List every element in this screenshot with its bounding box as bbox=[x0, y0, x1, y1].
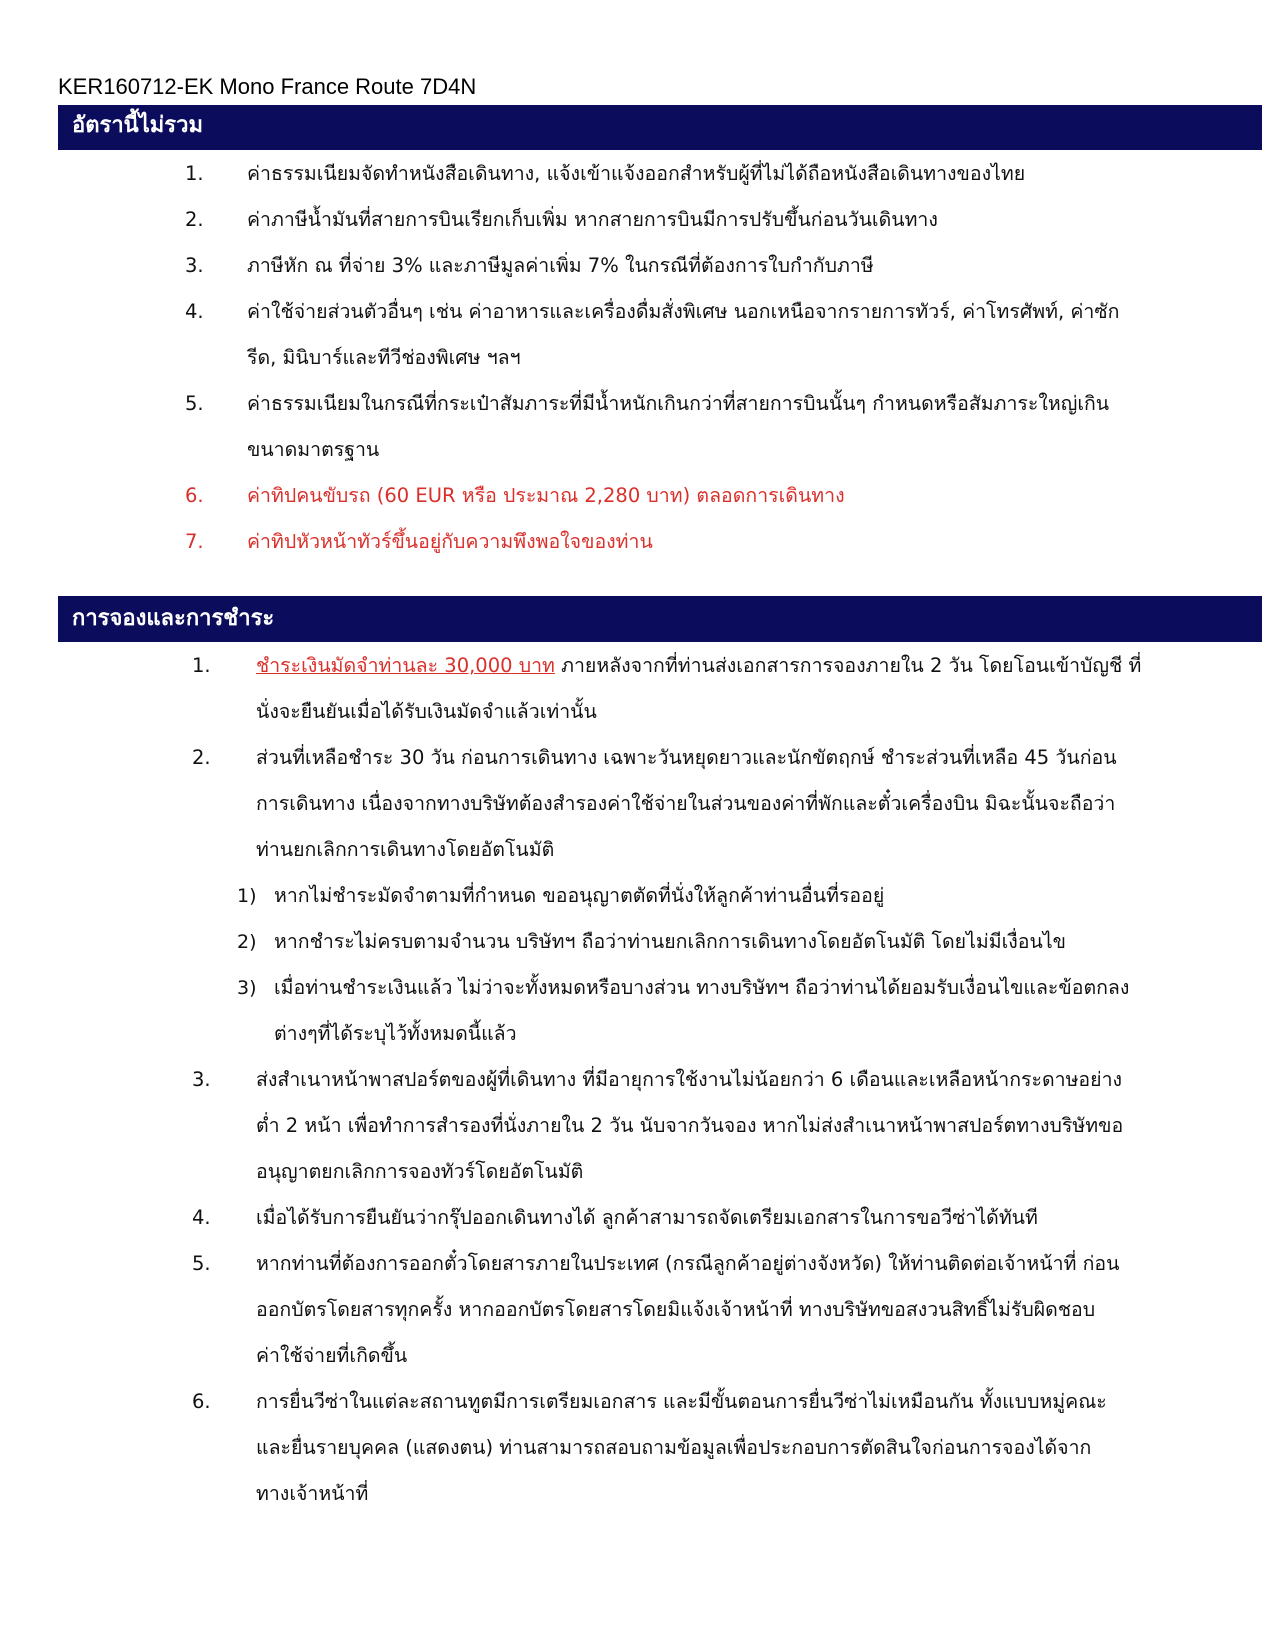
item-number: 4. bbox=[192, 1206, 211, 1229]
item-text: ส่วนที่เหลือชำระ 30 วัน ก่อนการเดินทาง เฉพาะวันหยุดยาวและนักขัตฤกษ์ ชำระส่วนที่เหลือ 45 วันก่อน bbox=[256, 746, 1117, 769]
item-text: ค่าใช้จ่ายที่เกิดขึ้น bbox=[256, 1344, 408, 1367]
item-number: 6. bbox=[185, 484, 204, 507]
item-number: 1. bbox=[192, 654, 211, 677]
sub-item-text: หากไม่ชำระมัดจำตามที่กำหนด ขออนุญาตตัดที่นั่งให้ลูกค้าท่านอื่นที่รออยู่ bbox=[274, 884, 885, 907]
item-text: ส่งสำเนาหน้าพาสปอร์ตของผู้ที่เดินทาง ที่มีอายุการใช้งานไม่น้อยกว่า 6 เดือนและเหลือหน้ากระดาษอย่าง bbox=[256, 1068, 1123, 1091]
item-text: ค่าทิปคนขับรถ (60 EUR หรือ ประมาณ 2,280 บาท) ตลอดการเดินทาง bbox=[247, 484, 845, 507]
item-text: ทางเจ้าหน้าที่ bbox=[256, 1482, 369, 1505]
item-text: การเดินทาง เนื่องจากทางบริษัทต้องสำรองค่าใช้จ่ายในส่วนของค่าที่พักและตั๋วเครื่องบิน มิฉะนั้นจะถือว่า bbox=[256, 792, 1116, 815]
sub-item-number: 2) bbox=[237, 931, 257, 953]
item-text: ค่าทิปหัวหน้าทัวร์ขึ้นอยู่กับความพึงพอใจของท่าน bbox=[247, 530, 653, 553]
item-number: 7. bbox=[185, 530, 204, 553]
item-text: การยื่นวีซ่าในแต่ละสถานทูตมีการเตรียมเอกสาร และมีขั้นตอนการยื่นวีซ่าไม่เหมือนกัน ทั้งแบบหมู่คณะ bbox=[256, 1390, 1107, 1413]
item-text bbox=[256, 643, 1141, 689]
sub-item-text: หากชำระไม่ครบตามจำนวน บริษัทฯ ถือว่าท่านยกเลิกการเดินทางโดยอัตโนมัติ โดยไม่มีเงื่อนไข bbox=[274, 930, 1066, 953]
item-number: 4. bbox=[185, 300, 204, 323]
item-text: ค่าใช้จ่ายส่วนตัวอื่นๆ เช่น ค่าอาหารและเครื่องดื่มสั่งพิเศษ นอกเหนือจากรายการทัวร์, ค่าโทรศัพท์, ค่าซัก bbox=[247, 300, 1120, 323]
item-text-rest: ภายหลังจากที่ท่านส่งเอกสารการจองภายใน 2 วัน โดยโอนเข้าบัญชี ที่ bbox=[554, 654, 1142, 677]
item-text: ค่าธรรมเนียมในกรณีที่กระเป๋าสัมภาระที่มีน้ำหนักเกินกว่าที่สายการบินนั้นๆ กำหนดหรือสัมภาระใหญ่เกิน bbox=[247, 392, 1110, 415]
sub-item-number: 1) bbox=[237, 885, 257, 907]
item-number: 5. bbox=[192, 1252, 211, 1275]
item-number: 2. bbox=[185, 208, 204, 231]
item-text: ขนาดมาตรฐาน bbox=[247, 438, 380, 461]
sub-item-text: เมื่อท่านชำระเงินแล้ว ไม่ว่าจะทั้งหมดหรือบางส่วน ทางบริษัทฯ ถือว่าท่านได้ยอมรับเงื่อนไขและข้อตกลง bbox=[274, 976, 1130, 999]
item-text: ต่ำ 2 หน้า เพื่อทำการสำรองที่นั่งภายใน 2 วัน นับจากวันจอง หากไม่ส่งสำเนาหน้าพาสปอร์ตทางบริษัทขอ bbox=[256, 1114, 1124, 1137]
sub-item-number: 3) bbox=[237, 977, 257, 999]
sub-item-text: ต่างๆที่ได้ระบุไว้ทั้งหมดนี้แล้ว bbox=[274, 1022, 517, 1045]
item-text: ภาษีหัก ณ ที่จ่าย 3% และภาษีมูลค่าเพิ่ม 7% ในกรณีที่ต้องการใบกำกับภาษี bbox=[247, 254, 874, 277]
item-text: อนุญาตยกเลิกการจองทัวร์โดยอัตโนมัติ bbox=[256, 1160, 584, 1183]
item-number: 3. bbox=[185, 254, 204, 277]
item-text: และยื่นรายบุคคล (แสดงตน) ท่านสามารถสอบถามข้อมูลเพื่อประกอบการตัดสินใจก่อนการจองได้จาก bbox=[256, 1436, 1092, 1459]
item-number: 2. bbox=[192, 746, 211, 769]
section-header-booking: การจองและการชำระ bbox=[58, 596, 1262, 642]
item-text: เมื่อได้รับการยืนยันว่ากรุ๊ปออกเดินทางได้ ลูกค้าสามารถจัดเตรียมเอกสารในการขอวีซ่าได้ทันที bbox=[256, 1206, 1038, 1229]
item-text: หากท่านที่ต้องการออกตั๋วโดยสารภายในประเทศ (กรณีลูกค้าอยู่ต่างจังหวัด) ให้ท่านติดต่อเจ้าหน้าที่ ก่อน bbox=[256, 1252, 1120, 1275]
document-code: KER160712-EK Mono France Route 7D4N bbox=[58, 74, 477, 99]
item-text: ท่านยกเลิกการเดินทางโดยอัตโนมัติ bbox=[256, 838, 555, 861]
item-number: 3. bbox=[192, 1068, 211, 1091]
section-header-excluded: อัตรานี้ไม่รวม bbox=[58, 105, 1262, 150]
item-number: 6. bbox=[192, 1390, 211, 1413]
deposit-link[interactable]: ชำระเงินมัดจำท่านละ 30,000 บาท bbox=[256, 654, 555, 677]
item-text: ออกบัตรโดยสารทุกครั้ง หากออกบัตรโดยสารโดยมิแจ้งเจ้าหน้าที่ ทางบริษัทขอสงวนสิทธิ์ไม่รับผิดชอบ bbox=[256, 1298, 1096, 1321]
item-number: 5. bbox=[185, 392, 204, 415]
item-text: ค่าธรรมเนียมจัดทำหนังสือเดินทาง, แจ้งเข้าแจ้งออกสำหรับผู้ที่ไม่ได้ถือหนังสือเดินทางของไทย bbox=[247, 162, 1026, 185]
item-text: ค่าภาษีน้ำมันที่สายการบินเรียกเก็บเพิ่ม หากสายการบินมีการปรับขึ้นก่อนวันเดินทาง bbox=[247, 208, 938, 231]
item-text: รีด, มินิบาร์และทีวีช่องพิเศษ ฯลฯ bbox=[247, 346, 521, 369]
item-text: นั่งจะยืนยันเมื่อได้รับเงินมัดจำแล้วเท่านั้น bbox=[256, 700, 597, 723]
item-number: 1. bbox=[185, 162, 204, 185]
